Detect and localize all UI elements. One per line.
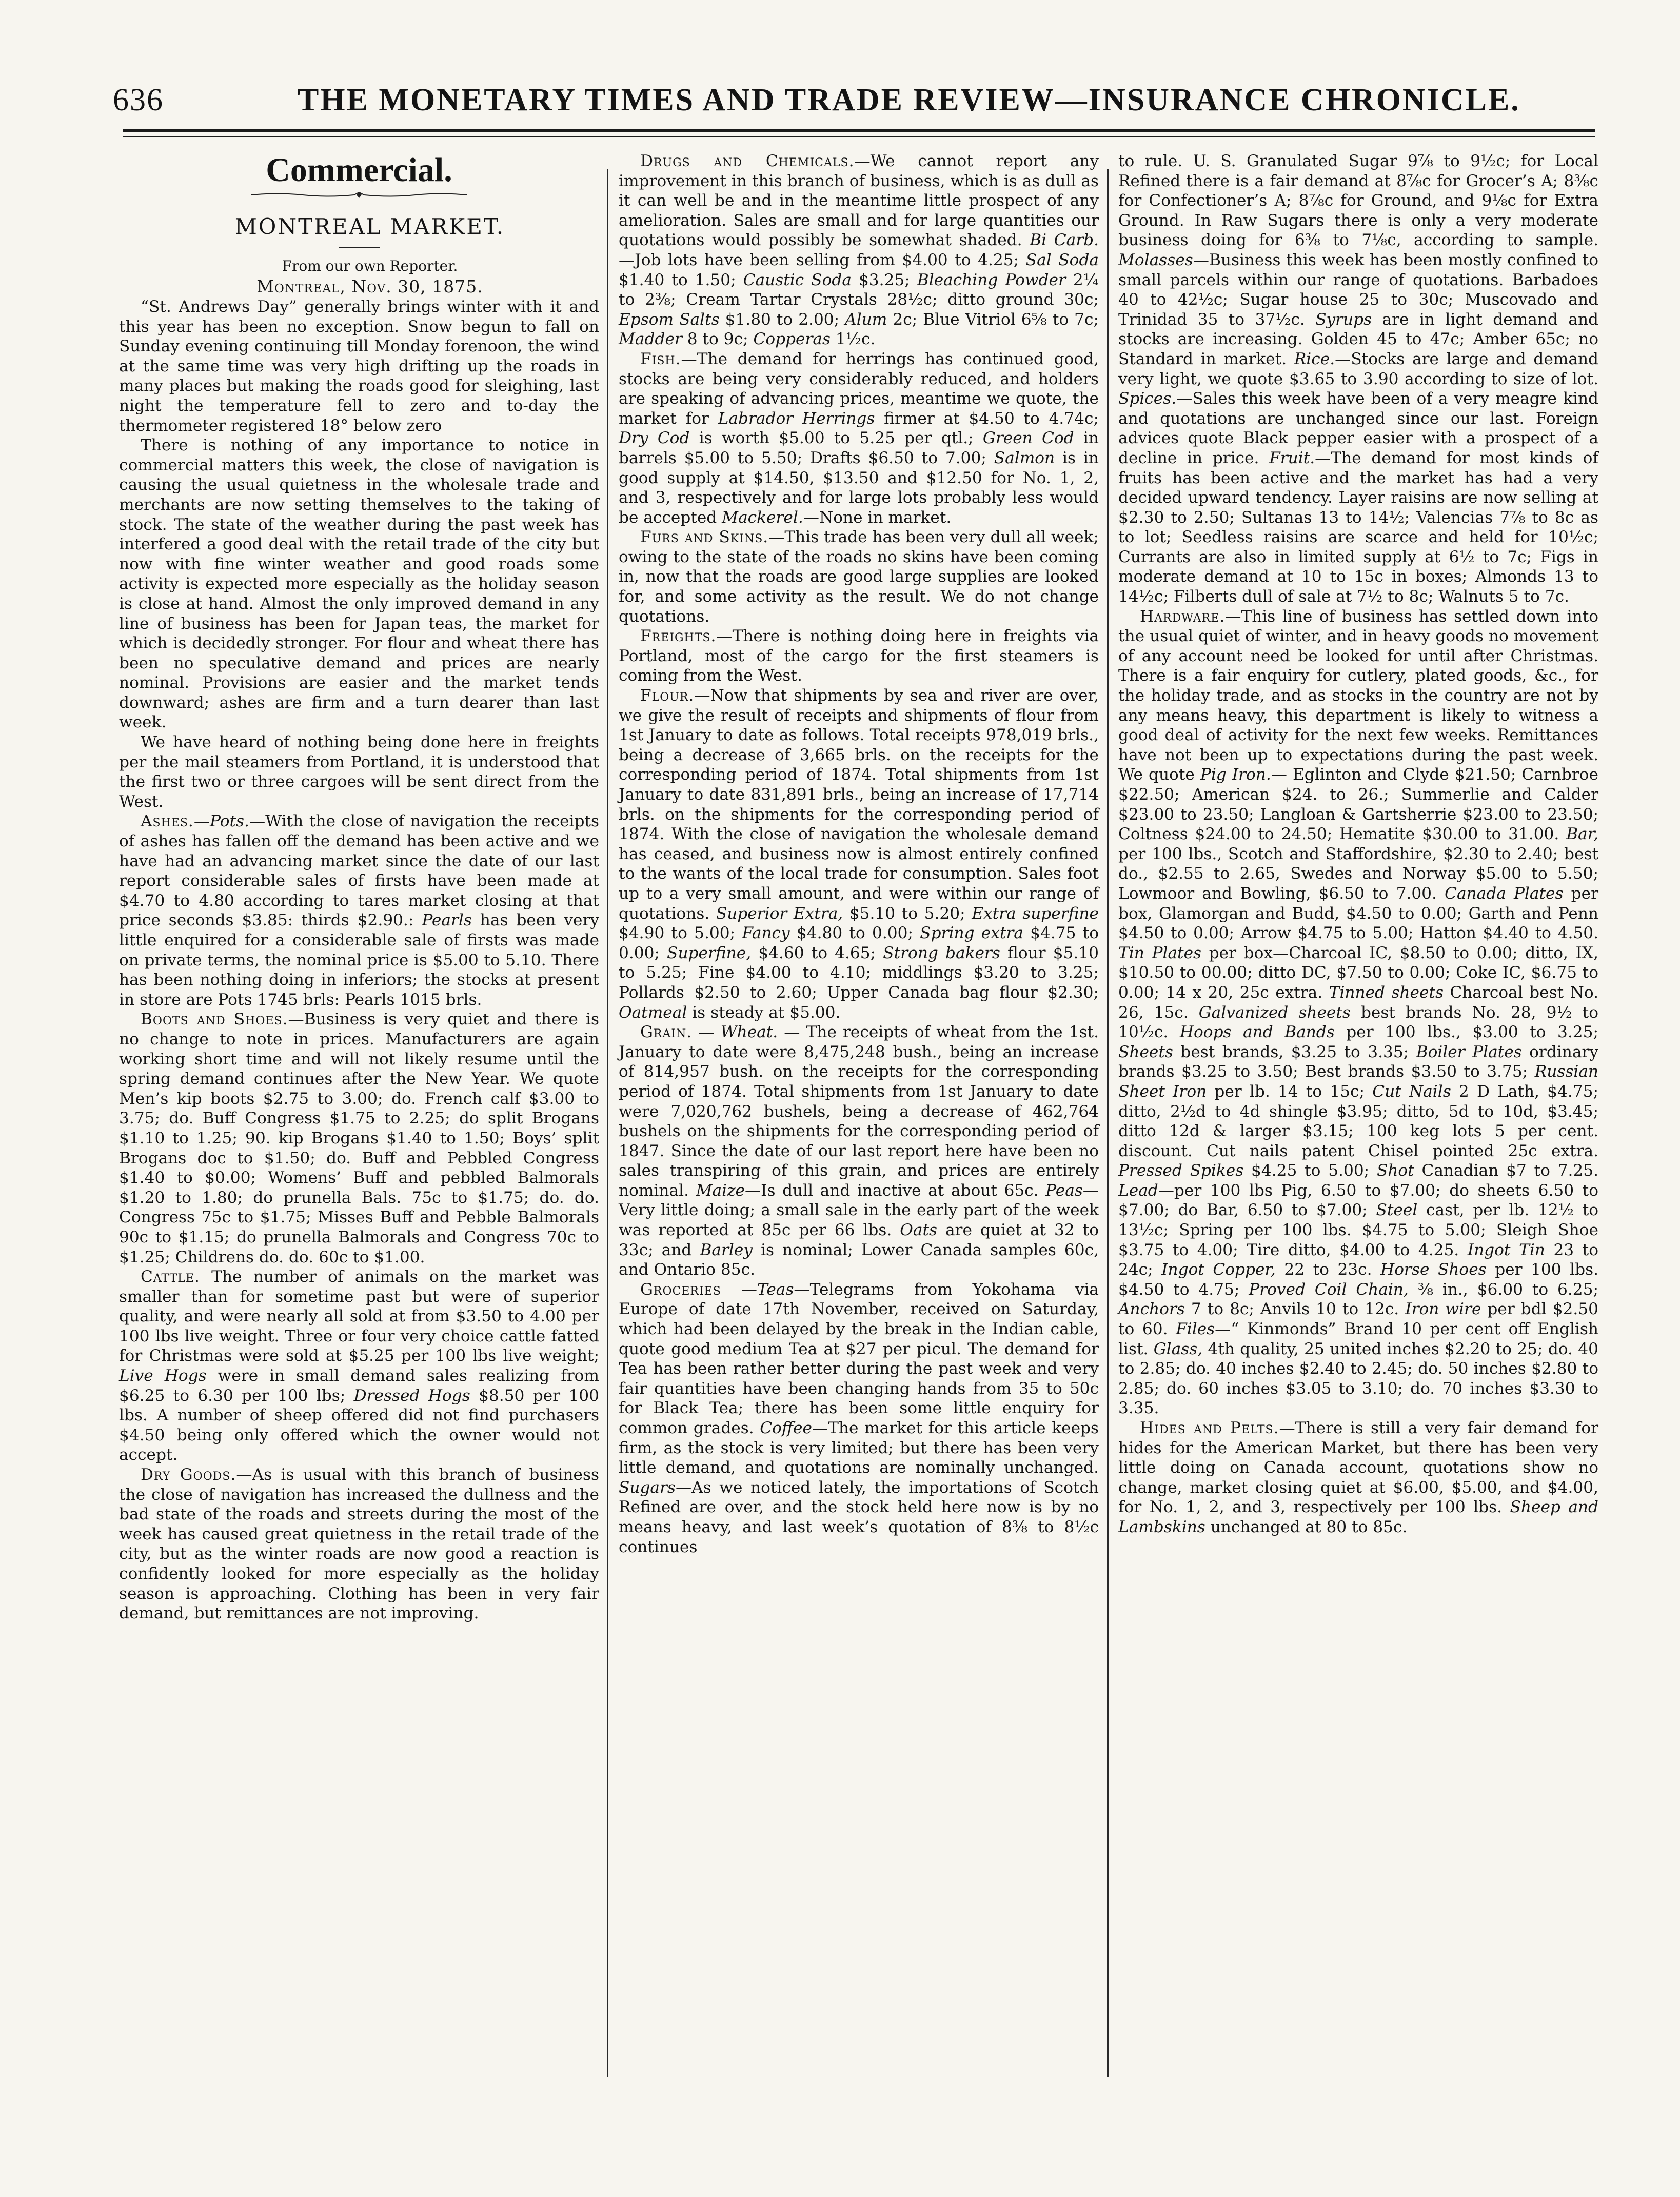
barley-label: Barley: [700, 1240, 753, 1259]
fish-text: —The demand for herrings has continued good, stocks are being very considerably reduced, and holders are speaking of advancing prices, meantime we quote, the market for: [619, 349, 1099, 428]
superior-extra-label: Superior Extra,: [716, 904, 843, 923]
freights-text: —There is nothing doing here in freights via Portland, most of the cargo for the first steamers is coming from the West.: [619, 627, 1099, 685]
ashes-pearls-label: Pearls: [422, 911, 472, 930]
labrador-herrings-label: Labrador Herrings: [718, 409, 875, 428]
flour-text-h: is steady at $5.00.: [687, 1003, 841, 1022]
wheat-label: Wheat.: [720, 1023, 778, 1042]
sheep-and-lambskins-label: Sheep and Lambskins: [1118, 1498, 1599, 1536]
anchors-label: Anchors: [1118, 1300, 1185, 1319]
groceries-cont-text-b: —Business this week has been mostly confined to small parcels within our range of quotations. Barbadoes 40 to 42½c; Sugar house 25 to 30c; Muscovado and Trinidad 35 to 37½c.: [1118, 250, 1598, 329]
bleaching-powder-label: Bleaching Powder: [917, 270, 1066, 289]
live-hogs-label: Live Hogs: [119, 1367, 207, 1386]
coffee-label: Coffee: [760, 1419, 812, 1437]
drugs-text-f: $1.80 to 2.00;: [719, 310, 845, 329]
green-cod-label: Green Cod: [982, 429, 1074, 448]
sheets-label: Sheets: [1118, 1042, 1173, 1061]
heading-flourish-ornament: [251, 191, 467, 199]
hardware-text-l: 2 D Lath, $4.75; ditto, 2½d to 4d shingle $3.95; ditto, 5d to 10d, $3.45; ditto 12d & larger $3.15; 100 keg lots 5 per cent. discount. Cut nails patent Chisel pointed 25c extra.: [1118, 1082, 1598, 1160]
drugs-text: —We cannot report any improvement in this branch of business, which is as dull as it can well be and in the meantime little prospect of any amelioration. Sales are small and for large quantities our quotations would possibly be somewhat shaded.: [619, 152, 1099, 250]
cut-nails-label: Cut Nails: [1372, 1082, 1451, 1101]
column-divider-left: [607, 169, 608, 2077]
hardware-label: Hardware.: [1140, 607, 1226, 626]
drugs-text-i: 1½c.: [831, 330, 876, 349]
extra-superfine-label: Extra superfine: [972, 904, 1099, 923]
galvanized-sheets-label: Galvanized sheets: [1198, 1003, 1351, 1022]
russian-sheet-iron-label: Russian Sheet Iron: [1118, 1062, 1598, 1101]
maize-label: Maize: [696, 1181, 745, 1200]
groceries-text: —Telegrams from Yokohama via Europe of date 17th November, received on Saturday, which had been delayed by the break in the Indian cable, quote good medium Tea at $27 per picul. The demand for Tea has been rather better during the past week and very fair quantities have been changing hands from 35 to 50c for Black Tea; there has been some little enquiry for common grades.: [619, 1280, 1099, 1437]
flour-text-f: $4.60 to 4.65;: [751, 943, 883, 962]
cattle-text-c: $8.50 per 100 lbs. A number of sheep offered did not find purchasers $4.50 being only offered which the owner would not accept.: [119, 1386, 599, 1464]
hardware-text-k: per lb. 14 to 15c;: [1207, 1082, 1373, 1101]
ingot-tin-label: Ingot Tin: [1467, 1240, 1545, 1259]
hardware-text: —This line of business has settled down into the usual quiet of winter, and in heavy goods no movement of any account need be looked for until after Christmas. There is a fair enquiry for cutlery, plated goods, &c., for the holiday trade, and as stocks in the country are not by any means heavy, this department is likely to witness a good deal of activity for the next few weeks. Remittances have not been up to expectations during the past week. We quote: [1118, 607, 1598, 784]
groceries-text-b: —The market for this article keeps firm, as the stock is very limited; but there has been very little demand, and quotations are nominally unchanged.: [619, 1419, 1099, 1477]
title-short-rule: [339, 247, 380, 248]
spices-label: Spices.: [1118, 389, 1177, 408]
grain-text-e: is nominal; Lower Canada samples 60c, and Ontario 85c.: [619, 1240, 1099, 1279]
horse-shoes-label: Horse Shoes: [1380, 1260, 1487, 1279]
column-divider-right: [1107, 169, 1109, 2077]
dry-cod-label: Dry Cod: [619, 429, 690, 448]
groceries-text-c: —As we noticed lately, the importations of Scotch Refined are over, and the stock held here now is by no means heavy, and last week’s quotation of 8⅜ to 8½c continues: [619, 1478, 1099, 1556]
dateline: Montreal, Nov. 30, 1875.: [256, 276, 483, 296]
salmon-label: Salmon: [994, 448, 1055, 467]
paragraph-fish: [619, 349, 1099, 527]
fruit-label: Fruit.: [1269, 448, 1315, 467]
hoops-and-bands-label: Hoops and Bands: [1179, 1023, 1335, 1042]
peas-label: Peas: [1045, 1181, 1083, 1200]
glass-label: Glass,: [1153, 1339, 1203, 1358]
grain-text-d: are quiet at 32 to 33c; and: [619, 1221, 1099, 1259]
page-header: [113, 77, 1600, 126]
hardware-text-q: 23 to 24c;: [1118, 1240, 1598, 1279]
drugs-text-c: $1.40 to 1.50;: [619, 270, 743, 289]
drugs-label: Drugs and Chemicals.: [640, 152, 855, 170]
hardware-text-p: cast, per lb. 12½ to 13½c; Spring per 100 lbs. $4.75 to 5.00; Sleigh Shoe $3.75 to 4.00; Tire ditto, $4.00 to 4.25.: [1118, 1201, 1599, 1259]
syrups-label: Syrups: [1315, 310, 1372, 329]
page-number: 636: [113, 83, 164, 117]
hides-text: —There is still a very fair demand for hides for the American Market, but there has been very little doing on Canada account, quotations show no change, market closing quiet at $6.00, $5.00, and $4.00, for No. 1, 2, and 3, respectively per 100 lbs.: [1118, 1419, 1599, 1517]
market-title: MONTREAL MARKET.: [234, 214, 505, 239]
flour-text-c: $4.90 to 5.00;: [619, 924, 742, 943]
hardware-text-t: ⅜ in., $6.00 to 6.25;: [1408, 1280, 1598, 1299]
groceries-cont-text-e: —Sales this week have been of a very meagre kind and quotations are unchanged since our last. Foreign advices quote Black pepper easier with a prospect of a decline in price.: [1118, 389, 1598, 467]
epsom-salts-label: Epsom Salts: [619, 310, 720, 329]
header-rule-thin: [123, 136, 1595, 137]
paragraph-grain: Grain. — Wheat. — The receipts of wheat from the 1st. January to date were 8,475,248 bush., being an increase of 814,957 bush. on the receipts for the corresponding period of 1874. Total shipments from 1st January to date were 7,020,762 bushels, being a decrease of 462,764 bushels on the shipments for the corresponding period of 1847. Since the date of our last report here have been no sales transpiring of this grain, and prices are entirely nominal. Maize—Is dull and inactive at about 65c. Peas—Very little doing; a small sale in the early part of the week was reported at 85c per 66 lbs. Oats are quiet at 32 to 33c; and Barley is nominal; Lower Canada samples 60c, and Ontario 85c.: [619, 1023, 1099, 1279]
bi-carb-label: Bi Carb.: [1030, 231, 1099, 250]
paragraph-boots-and-shoes: [119, 1010, 599, 1267]
strong-bakers-label: Strong bakers: [883, 943, 1000, 962]
hardware-text-r: 22 to 23c.: [1275, 1260, 1381, 1279]
mackerel-label: Mackerel.: [722, 508, 803, 527]
hardware-text-x: 4th quality, 25 united inches $2.20 to 25; do. 40 to 2.85; do. 40 inches $2.40 to 2.45; do. 50 inches $2.80 to 2.85; do. 60 inches $3.05 to 3.10; do. 70 inches $3.30 to 3.35.: [1118, 1339, 1598, 1418]
drugs-text-h: 8 to 9c;: [682, 330, 754, 349]
proved-coil-chain-label: Proved Coil Chain,: [1249, 1280, 1409, 1299]
paragraph-freights-note: We have heard of nothing being done here in freights per the mail steamers from Portland, it is understood that the first two or three cargoes will be sent direct from the West.: [119, 733, 599, 811]
flour-text-e: $4.75 to 0.00;: [619, 924, 1099, 962]
boots-text: —Business is very quiet and there is no change to note in prices. Manufacturers are again working short time and will not likely resume until the spring demand continues after the New Year. We quote Men’s kip boots $2.75 to 3.00; do. French calf $3.00 to 3.75; do. Buff Congress $1.75 to 2.25; do split Brogans $1.10 to 1.25; 90. kip Brogans $1.40 to 1.50; Boys’ split Brogans doc to $1.50; do. Buff and Pebbled Congress $1.40 to $0.00; Womens’ Buff and pebbled Balmorals $1.20 to 1.80; do prunella Bals. 75c to $1.75; do. do. Congress 75c to $1.75; Misses Buff and Pebble Balmorals 90c to $1.15; do prunella Balmorals and Congress 70c to $1.25; Childrens do. do. 60c to $1.00.: [119, 1010, 599, 1266]
grain-text: — The receipts of wheat from the 1st. January to date were 8,475,248 bush., being an increase of 814,957 bush. on the receipts for the corresponding period of 1874. Total shipments from 1st January to date were 7,020,762 bushels, being a decrease of 462,764 bushels on the shipments for the corresponding period of 1847. Since the date of our last report here have been no sales transpiring of this grain, and prices are entirely nominal.: [619, 1023, 1099, 1200]
paragraph-groceries-continued: [1118, 151, 1598, 607]
paragraph-commercial-matters: There is nothing of any importance to notice in commercial matters this week, the close of navigation is causing the usual quietness in the wholesale trade and merchants are now setting themselves to the taking of stock. The state of the weather during the past week has interfered a good deal with the retail trade of the city but now with fine winter weather and good roads some activity is expected more especially as the holiday season is close at hand. Almost the only improved demand in any line of business has been for Japan teas, the market for which is decidedly stronger. For flour and wheat there has been no speculative demand and prices are nearly nominal. Provisions are easier and the market tends downward; ashes are firm and a turn dearer than last week.: [119, 436, 599, 732]
hardware-text-h: per 100 lbs., $3.00 to 3.25;: [1334, 1023, 1598, 1042]
caustic-soda-label: Caustic Soda: [743, 270, 852, 289]
oats-label: Oats: [900, 1221, 937, 1240]
iron-wire-label: Iron wire: [1405, 1300, 1481, 1319]
hardware-text-g: best brands No. 28, 9½ to 10½c.: [1118, 1003, 1598, 1042]
sal-soda-label: Sal Soda: [1025, 250, 1099, 269]
tinned-sheets-label: Tinned sheets: [1329, 983, 1444, 1002]
shot-label: Shot: [1376, 1161, 1414, 1180]
copperas-label: Copperas: [753, 330, 831, 349]
column-1: [119, 151, 599, 1624]
hardware-text-e: per box—Charcoal IC, $8.50 to 0.00; ditto, IX, $10.50 to 00.00; ditto DC, $7.50 to 0.00; Coke IC, $6.75 to 0.00; 14 x 20, 25c extra.: [1118, 943, 1598, 1002]
fish-text-e: is in good supply at $14.50, $13.50 and $12.50 for No. 1, 2, and 3, respectively and for large lots probably less would be accepted: [619, 448, 1099, 527]
fish-label: Fish.: [640, 349, 681, 368]
running-title: THE MONETARY TIMES AND TRADE REVIEW—INSURANCE CHRONICLE.: [298, 83, 1520, 117]
reporter-line: From our own Reporter.: [282, 258, 458, 274]
groceries-cont-text-f: —The demand for most kinds of fruits has been active and the market has had a very decided upward tendency. Layer raisins are now selling at $2.30 to 2.50; Sultanas 13 to 14½; Valencias 7⅞ to 8c as to lot; Seedless raisins are scarce and held for 10½c; Currants are also in limited supply at 6½ to 7c; Figs in moderate demand at 10 to 15c in boxes; Almonds 13 to 14½c; Filberts dull of sale at 7½ to 8c; Walnuts 5 to 7c.: [1118, 448, 1598, 606]
hardware-text-s: per 100 lbs. $4.50 to 4.75;: [1118, 1260, 1598, 1299]
ashes-text: —With the close of navigation the receipts of ashes has fallen off the demand has been active and we have had an advancing market since the date of our last report considerable sales of firsts have been made at $4.70 to 4.80 according to tares market closing at that price seconds $3.85: thirds $2.90.:: [119, 812, 599, 930]
alum-label: Alum: [845, 310, 887, 329]
spring-extra-label: Spring extra: [920, 924, 1023, 943]
flour-text-b: $5.10 to 5.20;: [843, 904, 972, 923]
fish-text-b: firmer at $4.50 to 4.74c;: [875, 409, 1099, 428]
hardware-text-o: —per 100 lbs Pig, 6.50 to $7.00; do sheets 6.50 to $7.00; do Bar, 6.50 to $7.00;: [1118, 1181, 1598, 1220]
flour-label: Flour.: [640, 686, 695, 705]
paragraph-ashes: Ashes.—Pots.—With the close of navigation the receipts of ashes has fallen off the demand has been active and we have had an advancing market since the date of our last report considerable sales of firsts have been made at $4.70 to 4.80 according to tares market closing at that price seconds $3.85: thirds $2.90.: Pearls has been very little enquired for a considerable sale of firsts was made on private terms, the nominal price is $5.00 to 5.10. There has been nothing doing in inferiors; the stocks at present in store are Pots 1745 brls: Pearls 1015 brls.: [119, 812, 599, 1009]
paragraph-hides-and-pelts: [1118, 1418, 1598, 1537]
hardware-text-w: —“ Kinmonds” Brand 10 per cent off English list.: [1118, 1320, 1598, 1358]
header-rule-thick: [123, 129, 1595, 132]
sugars-label: Sugars: [619, 1478, 676, 1497]
canada-plates-label: Canada Plates: [1445, 884, 1564, 903]
pig-iron-label: Pig Iron.: [1200, 765, 1271, 784]
paragraph-flour: [619, 686, 1099, 1022]
molasses-label: Molasses: [1118, 250, 1193, 269]
ashes-label: Ashes.: [141, 812, 194, 831]
dressed-hogs-label: Dressed Hogs: [353, 1386, 470, 1405]
grain-label: Grain.: [640, 1023, 693, 1042]
paragraph-intro: “St. Andrews Day” generally brings winter with it and this year has been no exception. Snow begun to fall on Sunday evening continuing till Monday forenoon, the wind at the same time was very high drifting up the roads in many places but making the roads good for sleighing, last night the temperature fell to zero and to-day the thermometer registered 18° below zero: [119, 298, 599, 435]
pressed-spikes-label: Pressed Spikes: [1118, 1161, 1244, 1180]
hides-text-b: unchanged at 80 to 85c.: [1205, 1517, 1408, 1536]
steel-label: Steel: [1376, 1201, 1418, 1220]
hardware-text-v: per bdl $2.50 to 60.: [1118, 1300, 1598, 1339]
hardware-text-m: $4.25 to 5.00;: [1243, 1161, 1377, 1180]
teas-label: Teas: [757, 1280, 794, 1299]
grain-text-c: —Very little doing; a small sale in the early part of the week was reported at 85c per 66 lbs.: [619, 1181, 1099, 1240]
cattle-label: Cattle.: [141, 1268, 200, 1286]
boiler-plates-label: Boiler Plates: [1416, 1042, 1522, 1061]
oatmeal-label: Oatmeal: [619, 1003, 687, 1022]
hardware-text-b: — Eglinton and Clyde $21.50; Carnbroe $22.50; American $24. to 26.; Summerlie and Calder $23.00 to 23.50; Langloan & Gartsherrie $23.00 to 23.50; Coltness $24.00 to 24.50; Hematite $30.00 to 31.00.: [1118, 765, 1598, 844]
flour-text-d: $4.80 to 0.00;: [789, 924, 920, 943]
cattle-text-b: were in small demand sales realizing from $6.25 to 6.30 per 100 lbs;: [119, 1367, 600, 1405]
paragraph-freights: [619, 626, 1099, 686]
cattle-text: The number of animals on the market was smaller than for sometime past but were of superior quality, and were nearly all sold at from $3.50 to 4.00 per 100 lbs live weight. Three or four very choice cattle fatted for Christmas were sold at $5.25 per 100 lbs live weight;: [119, 1268, 599, 1365]
paragraph-groceries: Groceries —Teas—Telegrams from Yokohama via Europe of date 17th November, received on Saturday, which had been delayed by the break in the Indian cable, quote good medium Tea at $27 per picul. The demand for Tea has been rather better during the past week and very fair quantities have been changing hands from 35 to 50c for Black Tea; there has been some little enquiry for common grades. Coffee—The market for this article keeps firm, as the stock is very limited; but there has been very little demand, and quotations are nominally unchanged. Sugars—As we noticed lately, the importations of Scotch Refined are over, and the stock held here now is by no means heavy, and last week’s quotation of 8⅜ to 8½c continues: [619, 1280, 1099, 1556]
files-label: Files: [1176, 1320, 1215, 1339]
fish-text-c: is worth $5.00 to 5.25 per qtl.;: [689, 429, 983, 448]
flour-text: —Now that shipments by sea and river are over, we give the result of receipts and shipments of flour from 1st January to date as follows. Total receipts 978,019 brls., being a decrease of 3,665 brls. on the receipts for the corresponding period of 1874. Total shipments from 1st January to date 831,891 brls., being an increase of 17,714 brls. on the shipments for the corresponding period of 1874. With the close of navigation the wholesale demand has ceased, and business now is almost entirely confined to the wants of the local trade for consumption. Sales foot up to a very small amount, and were within our range of quotations.: [619, 686, 1099, 923]
fancy-label: Fancy: [742, 924, 790, 943]
furs-label: Furs and Skins.: [640, 528, 769, 547]
ashes-pots-label: Pots.: [210, 812, 249, 831]
hides-label: Hides and Pelts.: [1140, 1419, 1279, 1437]
drugs-text-g: 2c; Blue Vitriol 6⅝ to 7c;: [887, 310, 1099, 329]
grain-text-b: —Is dull and inactive at about 65c.: [744, 1181, 1046, 1200]
column-3: [1118, 151, 1598, 1537]
column-2: [619, 151, 1099, 1557]
dry-goods-text: —As is usual with this branch of business the close of navigation has increased the dullness and the bad state of the roads and streets during the most of the week has caused great quietness in the retail trade of the city, but as the winter roads are now good a reaction is confidently looked for more especially as the holiday season is approaching. Clothing has been in very fair demand, but remittances are not improving.: [119, 1466, 599, 1623]
tin-plates-label: Tin Plates: [1118, 943, 1202, 962]
paragraph-dry-goods: [119, 1465, 599, 1624]
hardware-text-c: per 100 lbs., Scotch and Staffordshire, $2.30 to 2.40; best do., $2.55 to 2.65, Swedes and Norway $5.00 to 5.50; Lowmoor and Bowling, $6.50 to 7.00.: [1118, 844, 1598, 903]
dry-goods-label: Dry Goods.: [141, 1466, 236, 1485]
ingot-copper-label: Ingot Copper,: [1161, 1260, 1276, 1279]
bar-label: Bar,: [1566, 825, 1598, 844]
hardware-text-i: best brands, $3.25 to 3.35;: [1173, 1042, 1416, 1061]
paragraph-furs-and-skins: [619, 527, 1099, 626]
groceries-cont-text: to rule. U. S. Granulated Sugar 9⅞ to 9½c; for Local Refined there is a fair demand at 8⅞c for Grocer’s A; 8⅜c for Confectioner’s A; 8⅞c for Ground, and 9⅛c for Extra Ground. In Raw Sugars there is only a very moderate business doing for 6⅜ to 7⅛c, according to sample.: [1118, 152, 1598, 250]
drugs-text-b: —Job lots have been selling from $4.00 to 4.25;: [619, 250, 1026, 269]
drugs-text-d: $3.25;: [851, 270, 917, 289]
paragraph-drugs-and-chemicals: [619, 151, 1099, 349]
madder-label: Madder: [619, 330, 682, 349]
hardware-text-d: per box, Glamorgan and Budd, $4.50 to 0.00; Garth and Penn $4.50 to 0.00; Arrow $4.75 to 5.00; Hatton $4.40 to 4.50.: [1118, 884, 1598, 943]
furs-text: —This trade has been very dull all week; owing to the state of the roads no skins have been coming in, now that the roads are good large supplies are looked for, and some activity as the result. We do not change quotations.: [619, 528, 1099, 626]
fish-text-d: in barrels $5.00 to 5.50; Drafts $6.50 to 7.00;: [619, 429, 1099, 467]
hardware-text-n: Canadian $7 to 7.25.: [1414, 1161, 1599, 1180]
groceries-label: Groceries: [640, 1280, 721, 1299]
freights-label: Freights.: [640, 627, 717, 646]
flour-text-g: flour $5.10 to 5.25; Fine $4.00 to 4.10; middlings $3.20 to 3.25; Pollards $2.50 to 2.60; Upper Canada bag flour $2.30;: [619, 943, 1099, 1002]
fish-text-f: —None in market.: [803, 508, 952, 527]
section-heading: Commercial.: [266, 151, 452, 189]
hardware-text-f: Charcoal best No. 26, 15c.: [1118, 983, 1598, 1022]
hardware-text-u: 7 to 8c; Anvils 10 to 12c.: [1184, 1300, 1406, 1319]
drugs-text-e: 2¼ to 2⅜; Cream Tartar Crystals 28½c; ditto ground 30c;: [619, 270, 1099, 309]
boots-label: Boots and Shoes.: [141, 1010, 288, 1029]
paragraph-cattle: [119, 1267, 599, 1465]
paragraph-hardware: [1118, 607, 1598, 1418]
rice-label: Rice.: [1294, 349, 1335, 368]
groceries-cont-text-d: —Stocks are large and demand very light, we quote $3.65 to 3.90 according to size of lot.: [1118, 349, 1598, 388]
ashes-text-continued: has been very little enquired for a considerable sale of firsts was made on private terms, the nominal price is $5.00 to 5.10. There has been nothing doing in inferiors; the stocks at present in store are Pots 1745 brls: Pearls 1015 brls.: [119, 911, 599, 1009]
superfine-label: Superfine,: [667, 943, 752, 962]
groceries-cont-text-c: are in light demand and stocks are increasing. Golden 45 to 47c; Amber 65c; no Standard in market.: [1118, 310, 1598, 368]
hardware-text-j: ordinary brands $3.25 to 3.50; Best brands $3.50 to 3.75;: [1118, 1042, 1598, 1081]
lead-label: Lead: [1118, 1181, 1158, 1200]
